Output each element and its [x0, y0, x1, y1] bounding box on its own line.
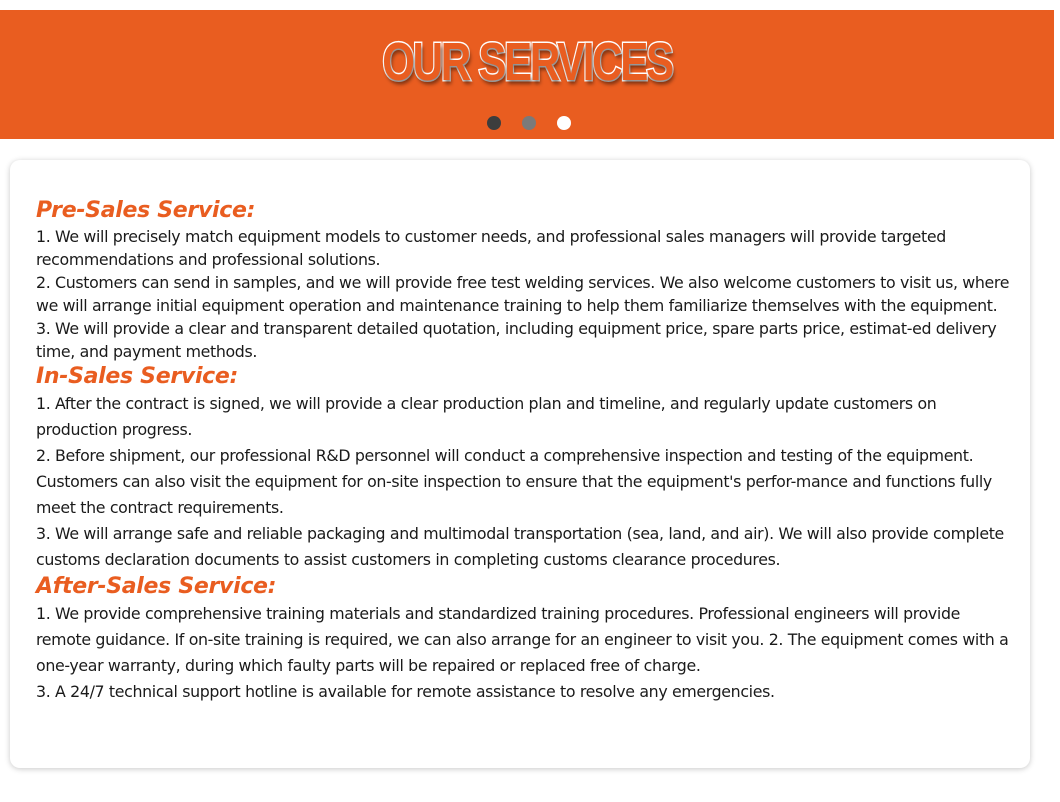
slide-dot-3[interactable]: [557, 116, 571, 130]
carousel-dots: [0, 116, 1054, 130]
after-sales-item-1: 1. We provide comprehensive training materials and standardized training procedures. Professional engineers will provide remote guidance. If on-site training is required, we can also arrange for an engineer to visit you. 2. The equipment comes with a one-year warranty, during which faulty parts will be repaired or replaced free of charge.: [36, 604, 1009, 675]
after-sales-section: [36, 573, 1011, 705]
after-sales-item-2: 3. A 24/7 technical support hotline is available for remote assistance to resolve any emergencies.: [36, 682, 775, 701]
banner-title: OUR SERVICES: [382, 32, 672, 92]
pre-sales-section: [36, 197, 1011, 363]
slide-dot-1[interactable]: [487, 116, 501, 130]
in-sales-section: [36, 363, 1011, 573]
services-banner: [0, 10, 1054, 139]
pre-sales-item-3: 3. We will provide a clear and transparent detailed quotation, including equipment price, spare parts price, estimat-ed delivery time, and payment methods.: [36, 319, 997, 361]
slide-dot-2[interactable]: [522, 116, 536, 130]
section-title-in-sales: In-Sales Service:: [36, 364, 239, 389]
pre-sales-item-2: 2. Customers can send in samples, and we will provide free test welding services. We also welcome customers to visit us, where we will arrange initial equipment operation and maintenance training to help them familiarize themselves with the equipment.: [36, 273, 1010, 315]
in-sales-item-3: 3. We will arrange safe and reliable packaging and multimodal transportation (sea, land, and air). We will also provide complete customs declaration documents to assist customers in completing customs clearance procedures.: [36, 524, 1004, 569]
section-title-pre-sales: Pre-Sales Service:: [36, 198, 256, 223]
pre-sales-item-1: 1. We will precisely match equipment models to customer needs, and professional sales managers will provide targeted recommendations and professional solutions.: [36, 227, 946, 269]
services-content: [36, 197, 1011, 705]
in-sales-item-2: 2. Before shipment, our professional R&D personnel will conduct a comprehensive inspection and testing of the equipment. Customers can also visit the equipment for on-site inspection to ensure that the equipment's perfor-mance and functions fully meet the contract requirements.: [36, 446, 992, 517]
section-title-after-sales: After-Sales Service:: [36, 574, 277, 599]
in-sales-item-1: 1. After the contract is signed, we will provide a clear production plan and timeline, and regularly update customers on production progress.: [36, 394, 937, 439]
